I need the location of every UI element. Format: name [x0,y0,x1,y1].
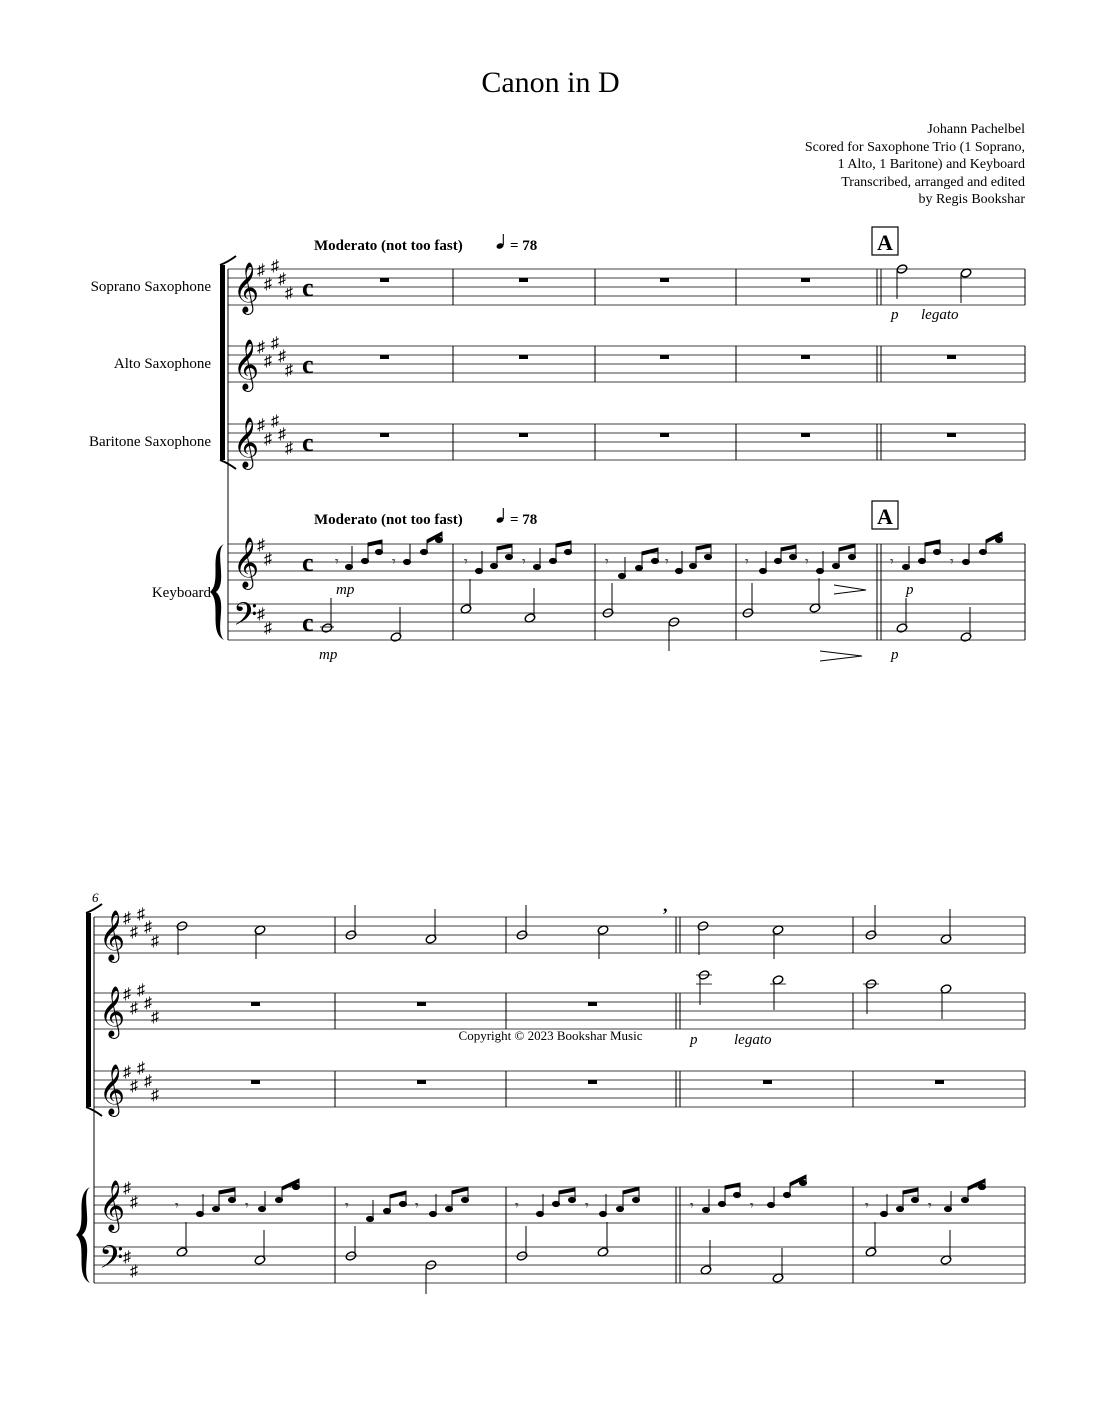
svg-text:𝄾: 𝄾 [950,555,954,570]
svg-text:𝄾: 𝄾 [515,1199,519,1214]
breath-mark: , [663,895,668,915]
decrescendo-hairpin [820,585,866,661]
keyboard-brace [76,1187,90,1283]
time-signature-baritone: c [302,428,314,457]
staff-baritone-1 [228,424,1025,460]
svg-text:♯: ♯ [144,1073,152,1090]
staff-keyboard-treble-1 [228,544,1025,580]
barlines-system-1 [453,269,1025,640]
treble-clef-icon: 𝄞 [99,987,126,1036]
svg-text:𝄾: 𝄾 [345,1199,349,1214]
treble-clef-icon: 𝄞 [233,263,260,312]
svg-text:𝄾: 𝄾 [690,1199,694,1214]
svg-text:𝄾: 𝄾 [750,1199,754,1214]
svg-text:♯: ♯ [130,924,138,941]
soprano-notes-system-2 [176,905,952,959]
instrument-label-soprano: Soprano Saxophone [90,279,211,295]
dynamic-mp: mp [319,647,338,663]
composer: Johann Pachelbel [927,122,1025,137]
svg-text:♯: ♯ [257,339,265,356]
staff-baritone-2 [94,1071,1025,1107]
svg-text:♯: ♯ [278,348,286,365]
dynamic-p: p [891,647,899,663]
dynamic-p: p [891,307,899,323]
svg-text:♯: ♯ [151,1009,159,1026]
soprano-notes-m5 [896,264,972,303]
svg-text:♯: ♯ [285,362,293,379]
key-signature-sharps [123,906,159,1280]
svg-text:♯: ♯ [151,933,159,950]
rehearsal-mark-a-keyboard [872,501,898,529]
keyboard-brace [210,544,224,640]
svg-text:♯: ♯ [271,335,279,352]
svg-text:♯: ♯ [257,417,265,434]
alto-notes-system-2 [696,970,952,1019]
dynamic-p: p [690,1032,698,1048]
staff-keyboard-bass-1 [228,604,1025,640]
svg-text:𝄾: 𝄾 [805,555,809,570]
svg-text:♯: ♯ [144,919,152,936]
page-title: Canon in D [481,66,620,99]
svg-text:𝄾: 𝄾 [415,1199,419,1214]
svg-text:♯: ♯ [264,620,272,637]
svg-text:𝄾: 𝄾 [335,555,339,570]
svg-text:♯: ♯ [257,262,265,279]
arranger-line-2: by Regis Bookshar [918,192,1025,207]
staff-soprano-2 [94,917,1025,953]
arranger-line-1: Transcribed, arranged and edited [841,174,1025,190]
svg-text:♯: ♯ [130,1194,138,1211]
expression-legato: legato [734,1032,772,1048]
svg-text:♯: ♯ [264,431,272,448]
quarter-note-icon [496,508,505,524]
tempo-marking: Moderato (not too fast) [314,238,463,254]
treble-clef-icon: 𝄞 [99,1065,126,1114]
keyboard-treble-figures-2 [175,1175,986,1222]
treble-clef-icon: 𝄞 [233,340,260,389]
svg-text:♯: ♯ [264,353,272,370]
treble-clef-icon: 𝄞 [99,911,126,960]
expression-legato: legato [921,307,959,323]
svg-text:𝄾: 𝄾 [605,555,609,570]
svg-text:♯: ♯ [271,413,279,430]
svg-text:♯: ♯ [257,537,265,554]
svg-text:♯: ♯ [257,606,265,623]
scoring-line-2: 1 Alto, 1 Baritone) and Keyboard [837,157,1025,172]
staff-soprano-1 [228,269,1025,305]
tempo-marking-keyboard: Moderato (not too fast) [314,512,463,528]
svg-text:♯: ♯ [278,271,286,288]
barlines-system-2 [335,917,1025,1283]
svg-text:𝄾: 𝄾 [745,555,749,570]
svg-text:♯: ♯ [130,1000,138,1017]
dynamic-mp: mp [336,582,355,598]
instrument-label-baritone: Baritone Saxophone [88,434,211,450]
svg-text:♯: ♯ [130,1078,138,1095]
quarter-note-icon [496,234,505,250]
svg-text:♯: ♯ [271,258,279,275]
instrument-label-alto: Alto Saxophone [113,356,211,372]
svg-text:♯: ♯ [123,910,131,927]
system-2 [76,890,1025,1294]
staff-alto-2 [94,993,1025,1029]
svg-text:♯: ♯ [278,426,286,443]
svg-text:♯: ♯ [137,906,145,923]
svg-text:♯: ♯ [123,1064,131,1081]
svg-text:♯: ♯ [123,1180,131,1197]
svg-text:♯: ♯ [264,276,272,293]
svg-text:A: A [877,230,893,255]
instrument-label-keyboard: Keyboard [151,585,211,601]
svg-text:♯: ♯ [151,1087,159,1104]
time-signature-alto: c [302,350,314,379]
svg-text:𝄾: 𝄾 [665,555,669,570]
tempo-value-keyboard: = 78 [510,512,538,528]
svg-text:♯: ♯ [137,982,145,999]
time-signature-bass: c [302,608,314,637]
svg-text:𝄾: 𝄾 [245,1199,249,1214]
time-signature-soprano: c [302,273,314,302]
svg-text:𝄾: 𝄾 [522,555,526,570]
whole-rests-system-1 [380,278,956,437]
svg-text:𝄾: 𝄾 [464,555,468,570]
svg-text:𝄾: 𝄾 [928,1199,932,1214]
time-signature-treble: c [302,548,314,577]
bass-clef-icon: 𝄢 [233,598,258,640]
svg-text:♯: ♯ [123,1249,131,1266]
measure-number: 6 [92,890,99,905]
tempo-value: = 78 [510,238,538,254]
svg-text:♯: ♯ [144,995,152,1012]
svg-text:♯: ♯ [130,1263,138,1280]
scoring-line-1: Scored for Saxophone Trio (1 Soprano, [804,139,1025,155]
rehearsal-mark-a [872,227,898,255]
svg-text:♯: ♯ [264,551,272,568]
svg-text:♯: ♯ [123,986,131,1003]
svg-text:𝄾: 𝄾 [865,1199,869,1214]
copyright: Copyright © 2023 Bookshar Music [458,1028,643,1043]
staff-alto-1 [228,346,1025,382]
treble-clef-icon: 𝄞 [233,538,260,587]
bass-clef-icon: 𝄢 [99,1241,124,1283]
svg-text:𝄾: 𝄾 [392,555,396,570]
treble-clef-icon: 𝄞 [233,418,260,467]
svg-text:𝄾: 𝄾 [585,1199,589,1214]
svg-text:♯: ♯ [285,440,293,457]
system-1 [89,227,1025,663]
treble-clef-icon: 𝄞 [99,1181,126,1230]
svg-text:♯: ♯ [137,1060,145,1077]
svg-text:♯: ♯ [285,285,293,302]
svg-text:𝄾: 𝄾 [175,1199,179,1214]
svg-text:A: A [877,504,893,529]
keyboard-treble-figures-1 [335,532,1003,579]
svg-text:𝄾: 𝄾 [890,555,894,570]
staff-keyboard-bass-2 [94,1247,1025,1283]
dynamic-p: p [906,582,914,598]
